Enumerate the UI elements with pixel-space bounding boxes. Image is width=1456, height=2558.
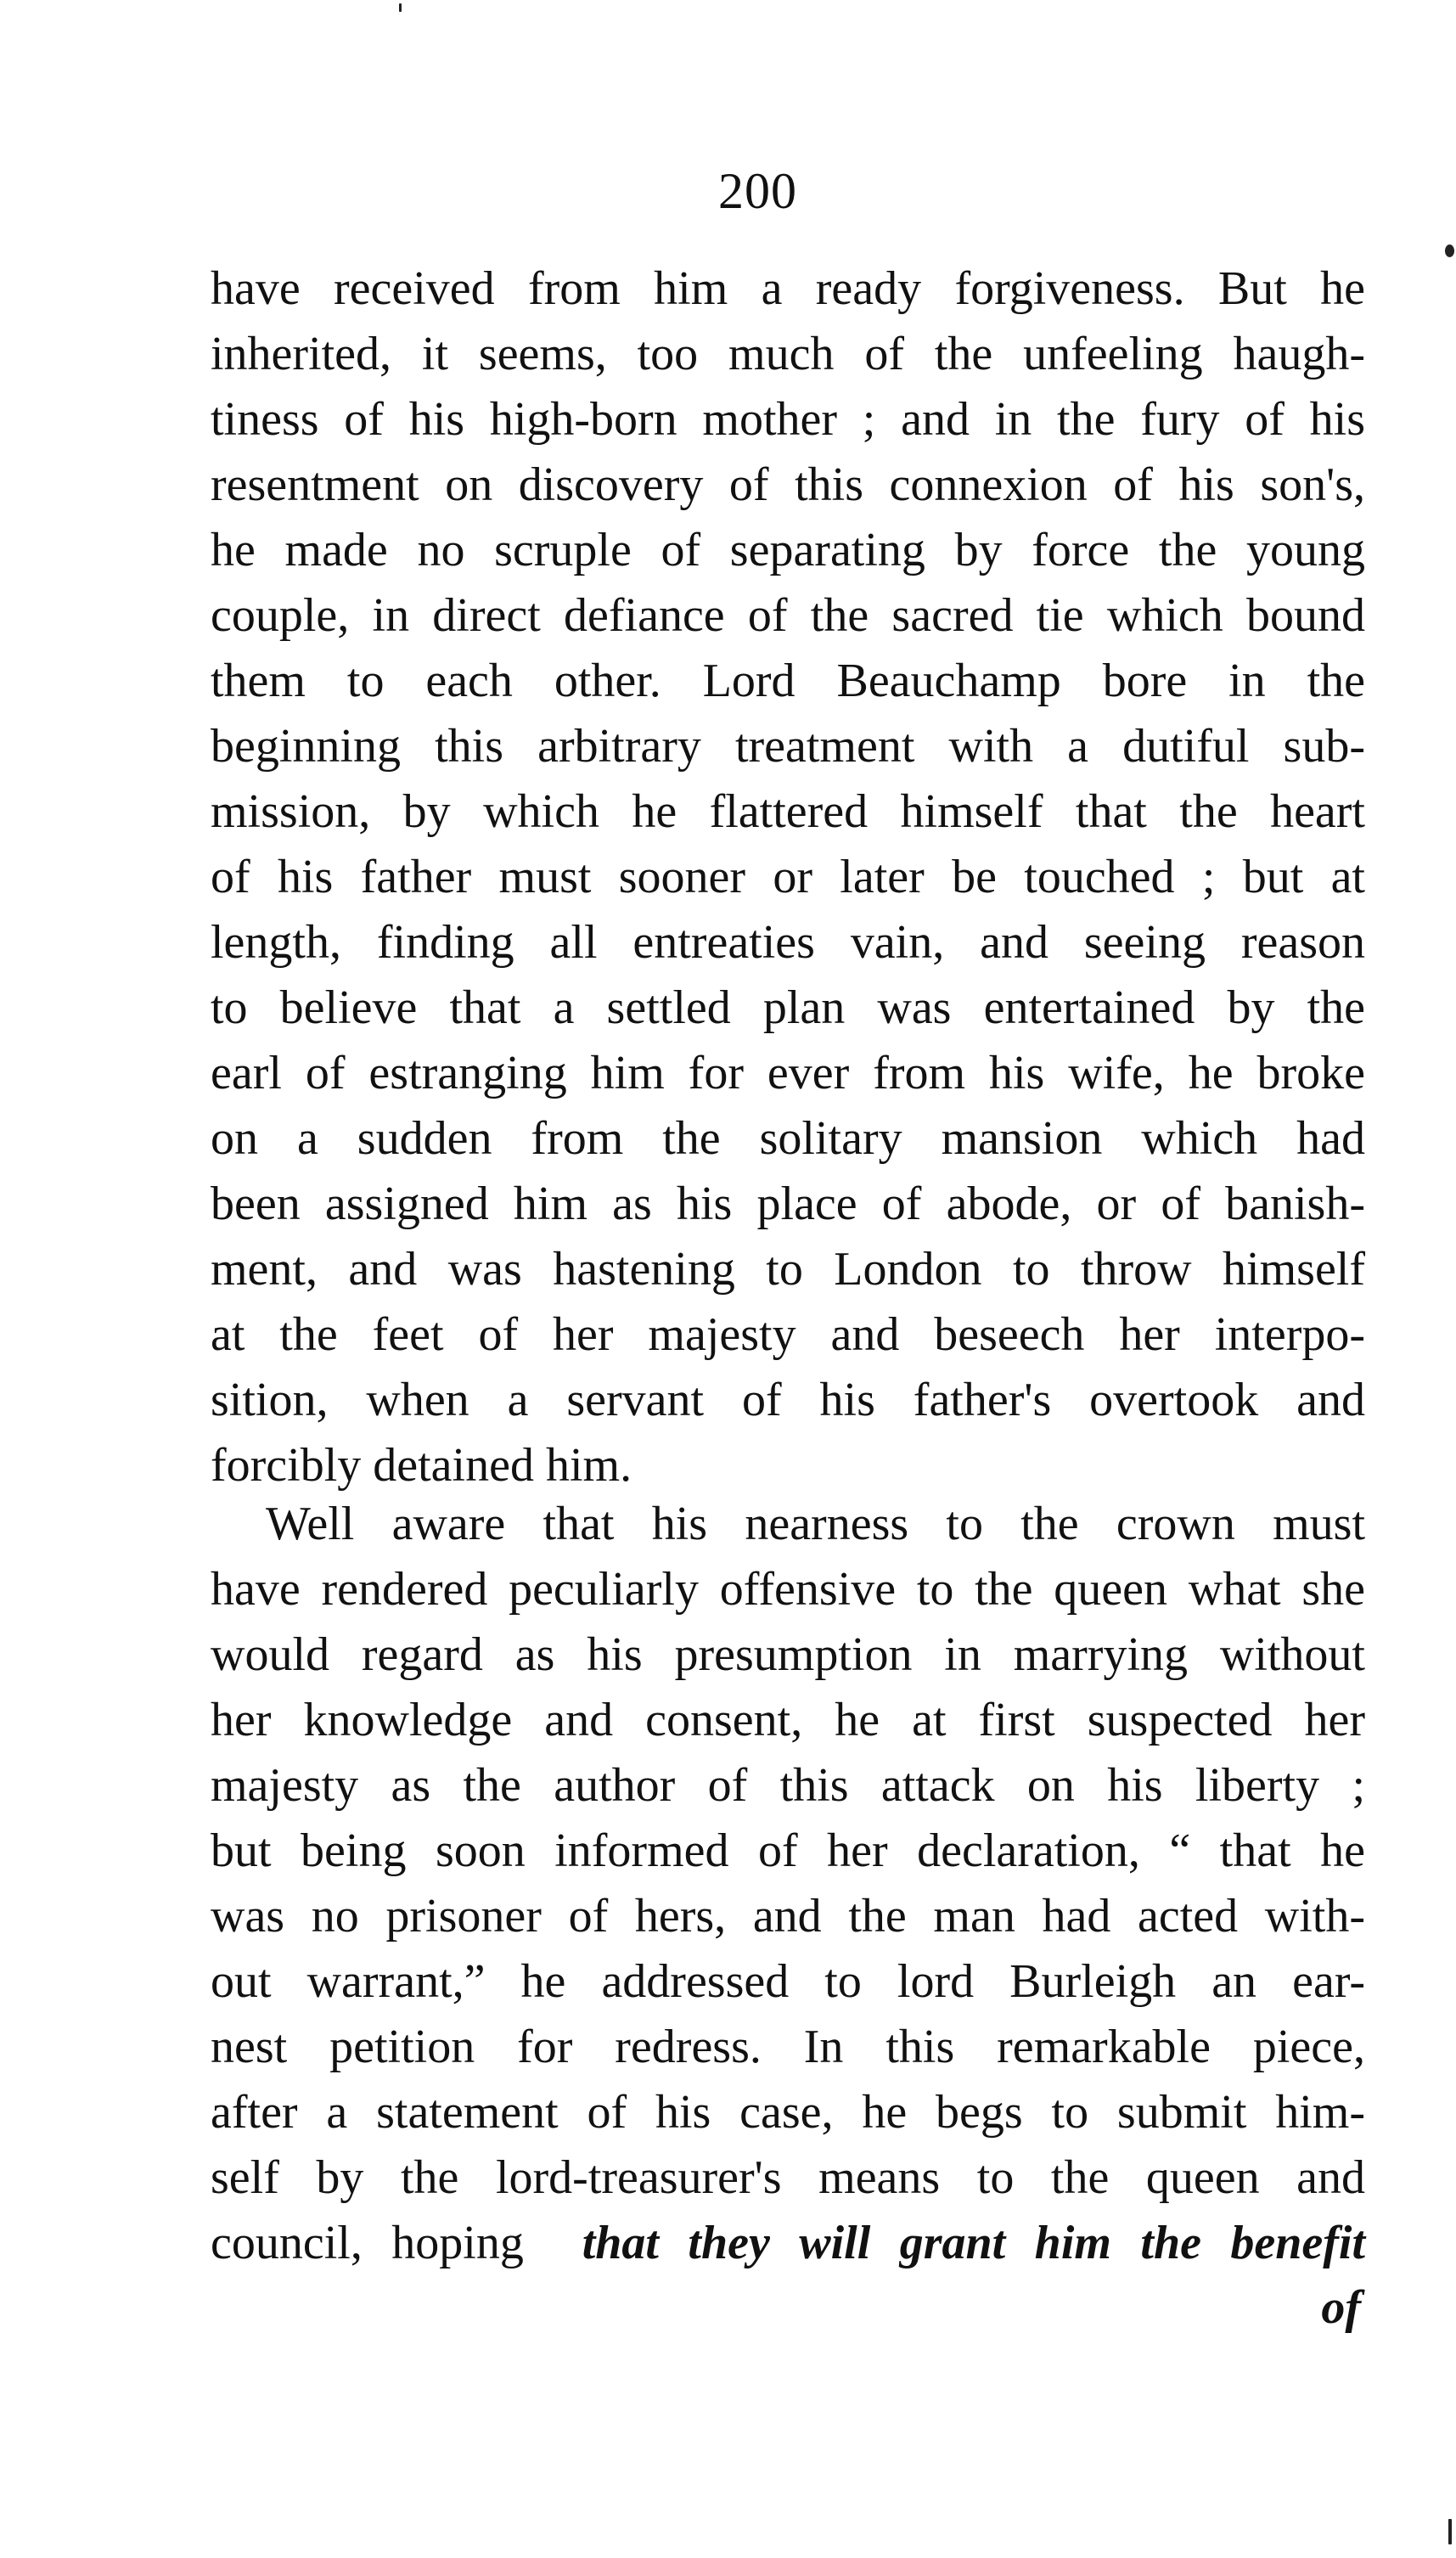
text-line: after a statement of his case, he begs to submit him- <box>211 2086 1365 2139</box>
text-line: at the feet of her majesty and beseech her interpo- <box>211 1308 1365 1361</box>
text-line: would regard as his presumption in marrying without <box>211 1628 1365 1681</box>
text-line: Well aware that his nearness to the crown must <box>266 1498 1365 1550</box>
text-line: beginning this arbitrary treatment with a dutiful sub- <box>211 720 1365 773</box>
text-line: been assigned him as his place of abode, or of banish- <box>211 1178 1365 1230</box>
text-line: have rendered peculiarly offensive to the queen what she <box>211 1563 1365 1616</box>
text-line: inherited, it seems, too much of the unfeeling haugh- <box>211 328 1365 380</box>
text-roman: council, hoping <box>211 2217 524 2269</box>
text-line: resentment on discovery of this connexion of his son's, <box>211 458 1365 511</box>
text-line: but being soon informed of her declaration, “ that he <box>211 1824 1365 1877</box>
text-line: length, finding all entreaties vain, and seeing reason <box>211 916 1365 969</box>
text-line: tiness of his high-born mother ; and in the fury of his <box>211 393 1365 446</box>
text-italic: that they will grant him the benefit <box>582 2217 1366 2269</box>
text-line: them to each other. Lord Beauchamp bore in the <box>211 655 1365 707</box>
text-line: of his father must sooner or later be touched ; but at <box>211 851 1365 903</box>
text-line: nest petition for redress. In this remarkable piece, <box>211 2021 1365 2073</box>
ink-speck <box>1445 245 1454 257</box>
text-line: was no prisoner of hers, and the man had acted with- <box>211 1890 1365 1942</box>
page-number: 200 <box>718 163 797 219</box>
ink-speck <box>399 3 402 12</box>
text-line: ment, and was hastening to London to throw himself <box>211 1243 1365 1296</box>
text-line: he made no scruple of separating by force the young <box>211 524 1365 576</box>
text-line: out warrant,” he addressed to lord Burleigh an ear- <box>211 1955 1365 2008</box>
text-line: earl of estranging him for ever from his wife, he broke <box>211 1047 1365 1099</box>
paragraph-1 <box>211 256 1365 1498</box>
text-line: mission, by which he flattered himself that the heart <box>211 785 1365 838</box>
text-line: have received from him a ready forgiveness. But he <box>211 262 1365 315</box>
text-line: majesty as the author of this attack on his liberty ; <box>211 1759 1365 1812</box>
ink-speck <box>1448 2519 1452 2544</box>
text-line: her knowledge and consent, he at first suspected her <box>211 1694 1365 1746</box>
text-line: on a sudden from the solitary mansion which had <box>211 1112 1365 1165</box>
text-line: couple, in direct defiance of the sacred tie which bound <box>211 589 1365 642</box>
catchword: of <box>1321 2281 1361 2334</box>
text-line: sition, when a servant of his father's overtook and <box>211 1374 1365 1426</box>
text-line: self by the lord-treasurer's means to the queen and <box>211 2151 1365 2204</box>
text-line: forcibly detained him. <box>211 1439 632 1492</box>
text-line: to believe that a settled plan was entertained by the <box>211 981 1365 1034</box>
text-line-final <box>211 2211 1365 2276</box>
paragraph-2 <box>211 1492 1365 2276</box>
